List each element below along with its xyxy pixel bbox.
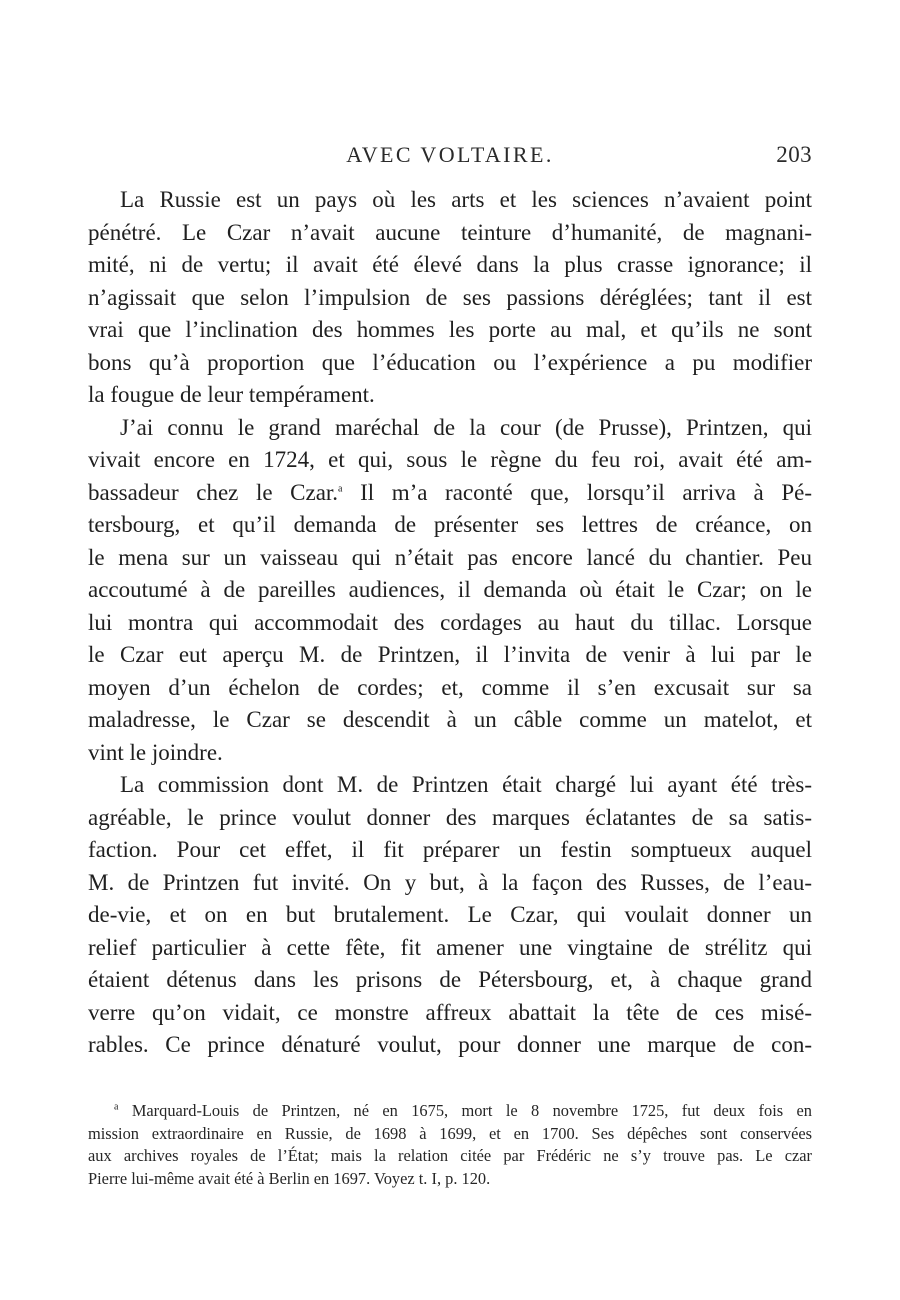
body-line-with-footnote-ref — [88, 477, 812, 510]
body-line: agréable, le prince voulut donner des marques éclatantes de sa satis- — [88, 804, 812, 830]
footnote-marker: a — [114, 1101, 119, 1113]
body-line: le mena sur un vaisseau qui n’était pas encore lancé du chantier. Peu — [88, 544, 812, 570]
body-line: étaient détenus dans les prisons de Pétersbourg, et, à chaque grand — [88, 967, 812, 992]
body-line: verre qu’on vidait, ce monstre affreux abattait la tête de ces misé- — [88, 999, 812, 1025]
body-line: tersbourg, et qu’il demanda de présenter ses lettres de créance, on — [88, 512, 812, 537]
running-head — [88, 142, 812, 172]
body-line: La commission dont M. de Printzen était chargé lui ayant été très- — [120, 772, 812, 797]
footnote-reference: a — [338, 482, 343, 494]
body-line: moyen d’un échelon de cordes; et, comme il s’en excusait sur sa — [88, 674, 812, 700]
body-line: n’agissait que selon l’impulsion de ses passions déréglées; tant il est — [88, 284, 812, 310]
body-line: La Russie est un pays où les arts et les sciences n’avaient point — [120, 187, 812, 212]
body-line: la fougue de leur tempérament. — [88, 382, 375, 407]
body-line-part: Il m’a raconté que, lorsqu’il arriva à Pé- — [360, 479, 812, 505]
body-line: faction. Pour cet effet, il fit préparer un festin somptueux auquel — [88, 837, 812, 862]
body-line: rables. Ce prince dénaturé voulut, pour donner une marque de con- — [88, 1032, 812, 1057]
footnote-line: aux archives royales de l’État; mais la relation citée par Frédéric ne s’y trouve pas. Le czar — [88, 1146, 812, 1165]
body-line: le Czar eut aperçu M. de Printzen, il l’invita de venir à lui par le — [88, 642, 812, 667]
footnote-line — [88, 1100, 812, 1123]
body-line: maladresse, le Czar se descendit à un câble comme un matelot, et — [88, 707, 812, 732]
body-line: bons qu’à proportion que l’éducation ou l’expérience a pu modifier — [88, 349, 812, 375]
body-line: vint le joindre. — [88, 739, 223, 765]
body-line: de-vie, et on en but brutalement. Le Czar, qui voulait donner un — [88, 902, 812, 927]
body-line: J’ai connu le grand maréchal de la cour (de Prusse), Printzen, qui — [120, 414, 812, 440]
body-line: pénétré. Le Czar n’avait aucune teinture d’humanité, de magnani- — [88, 219, 812, 245]
page-number: 203 — [776, 142, 812, 167]
body-line: relief particulier à cette fête, fit amener une vingtaine de strélitz qui — [88, 934, 812, 960]
body-line: vrai que l’inclination des hommes les porte au mal, et qu’ils ne sont — [88, 317, 812, 342]
footnote — [88, 1100, 812, 1190]
body-line-part: bassadeur chez le Czar. — [88, 479, 339, 505]
footnote-line-text: Marquard-Louis de Printzen, né en 1675, mort le 8 novembre 1725, fut deux fois en — [131, 1101, 812, 1120]
body-line: M. de Printzen fut invité. On y but, à la façon des Russes, de l’eau- — [88, 869, 812, 895]
body-line: lui montra qui accommodait des cordages au haut du tillac. Lorsque — [88, 609, 812, 635]
footnote-line: Pierre lui-même avait été à Berlin en 1697. Voyez t. I, p. 120. — [88, 1168, 491, 1188]
body-line: vivait encore en 1724, et qui, sous le règne du feu roi, avait été am- — [88, 447, 812, 472]
running-title: AVEC VOLTAIRE. — [346, 142, 554, 167]
footnote-line: mission extraordinaire en Russie, de 1698 à 1699, et en 1700. Ses dépêches sont conservées — [88, 1123, 812, 1143]
body-line: mité, ni de vertu; il avait été élevé dans la plus crasse ignorance; il — [88, 252, 812, 277]
body-line: accoutumé à de pareilles audiences, il demanda où était le Czar; on le — [88, 577, 812, 602]
body-text — [88, 184, 812, 1062]
